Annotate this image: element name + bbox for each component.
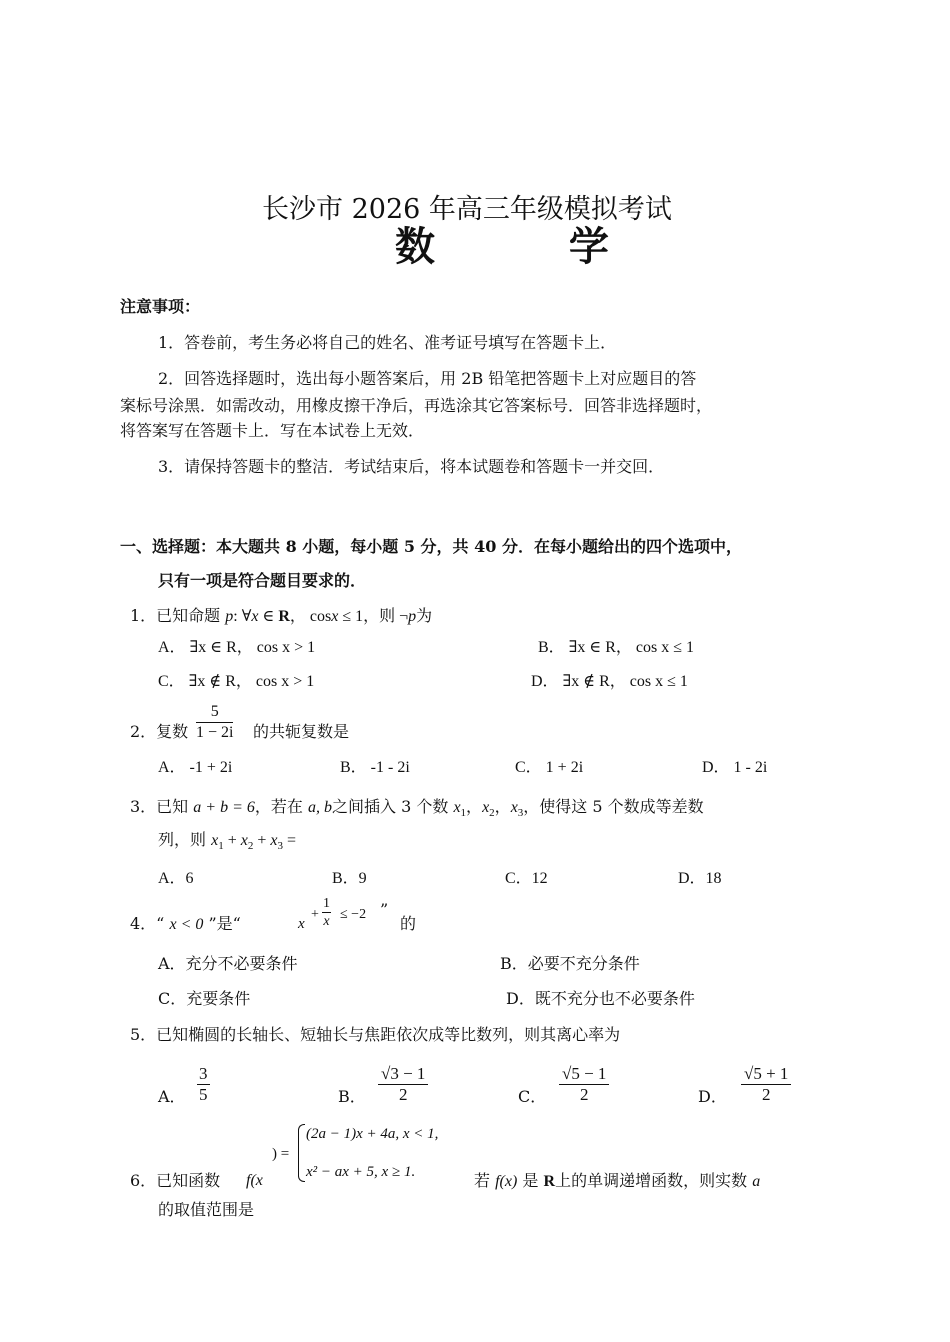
q2-stem-b: 的共轭复数是 [253,722,350,741]
q2-stem-a: 2．复数 [130,722,189,741]
q3-option-b: B．9 [332,870,367,887]
q6-var-a: a [752,1173,761,1190]
q3-x1: x [453,799,461,816]
q4-cond2-x: x [298,916,305,932]
q4-stem-end: 的 [400,914,417,933]
q4-cond2-fraction [322,896,331,930]
q3-plus-2: + [253,832,271,849]
q6-case-1: (2a − 1)x + 4a, x < 1, [306,1126,439,1142]
q6-fx2: f(x) [495,1173,518,1190]
q1-var-p: p [225,608,234,625]
q3-x3: x [510,799,518,816]
q1-var-p2: p [408,608,417,625]
q3-sum-x3: x [270,832,278,849]
q5-option-b-fraction [378,1064,428,1105]
q5-b-num: √3 − 1 [378,1064,428,1085]
q1-set-R: R [278,608,290,625]
q4-condition-1: x < 0 [169,916,204,933]
q3-sum-sub-2: 2 [247,840,254,853]
q6-fx: f(x [246,1172,263,1189]
q3-sub-2: 2 [489,807,495,820]
q3-text-e: 之间插入 3 个数 [331,797,449,816]
q2-numerator: 5 [196,702,233,723]
q3-sub-3: 3 [517,807,524,820]
q1-stem-text: 1．已知命题 [130,606,221,625]
q2-option-c: C． 1 + 2i [515,759,584,776]
q1-in: ∈ [258,608,279,625]
q1-option-c: C． ∃x ∉ R， cos x > 1 [158,673,315,690]
notice-item-2-line-3: 将答案写在答题卡上．写在本试卷上无效． [120,421,425,440]
q4-quote-mid: ”是“ [208,914,241,933]
q3-sum-x1: x [211,832,219,849]
q4-option-a: A．充分不必要条件 [158,954,298,973]
q6-stem-line-1 [474,1171,760,1192]
q4-option-b: B．必要不充分条件 [500,954,640,973]
subject-title: 数 学 [395,223,669,270]
q5-c-den: 2 [579,1085,589,1104]
section-1-heading-line-2: 只有一项是符合题目要求的． [158,571,367,590]
q6-stem-a: 6．已知函数 [130,1171,221,1190]
q1-option-d: D． ∃x ∉ R， cos x ≤ 1 [531,673,688,690]
q6-text-mono: 上的单调递增函数，则实数 [555,1171,748,1190]
q3-text-c: ，若在 [254,797,303,816]
q5-a-num: 3 [199,1064,208,1083]
q3-sub-1: 1 [460,807,467,820]
q5-d-den: 2 [761,1085,771,1104]
q3-sum-sub-3: 3 [277,840,283,853]
q2-fraction [196,702,233,743]
q3-option-d: D．18 [678,870,722,887]
q3-x2: x [482,799,490,816]
q3-expr-ab: a, b [307,799,332,816]
q2-option-d: D． 1 - 2i [702,759,768,776]
section-1-heading-line-1: 一、选择题：本大题共 8 小题，每小题 5 分，共 40 分．在每小题给出的四个选项中， [120,537,742,556]
q1-le-not: ≤ 1，则 ¬ [338,608,409,625]
q3-option-c: C．12 [505,870,548,887]
q3-sum-x2: x [240,832,248,849]
q4-quote-open: 4．“ [130,914,165,933]
q6-case-2: x² − ax + 5, x ≥ 1. [306,1164,416,1180]
q2-denominator: 1 − 2i [196,724,234,741]
q3-comma-1: ， [466,797,483,816]
q2-option-b: B． -1 - 2i [340,759,410,776]
q3-text-line2: 列，则 [158,830,207,849]
q4-frac-num: 1 [323,896,330,911]
q6-set-R: R [543,1173,556,1190]
q3-text-a: 3．已知 [130,797,189,816]
q5-option-c-label: C． [518,1087,547,1106]
q1-cos: ， cos [289,608,332,625]
q4-cond2-le: ≤ −2 [340,907,367,922]
q5-option-d-label: D． [698,1087,727,1106]
q5-c-num: √5 − 1 [559,1064,609,1085]
q1-var-x: x [251,608,259,625]
q4-cond2-plus: + [311,907,319,922]
q1-stem-end: 为 [416,606,433,625]
notice-item-1: 1．答卷前，考生务必将自己的姓名、准考证号填写在答题卡上． [158,333,617,352]
q6-text-if: 若 [474,1171,491,1190]
q3-equals: = [283,832,297,849]
notice-item-2-line-2: 案标号涂黑．如需改动，用橡皮擦干净后，再选涂其它答案标号．回答非选择题时， [120,396,713,415]
q5-b-den: 2 [398,1085,408,1104]
q3-text-f: ，使得这 5 个数成等差数 [523,797,704,816]
q3-option-a: A．6 [158,870,194,887]
q4-option-c: C．充要条件 [158,989,251,1008]
q1-var-x2: x [331,608,339,625]
q6-paren-eq: ) = [272,1146,290,1162]
q3-stem-line-2 [158,830,296,856]
q3-stem-line-1 [130,797,704,823]
q6-text-is: 是 [522,1171,539,1190]
q1-option-a: A． ∃x ∈ R， cos x > 1 [158,639,316,656]
q4-stem-a [130,914,241,935]
q4-frac-den: x [323,914,330,929]
q4-option-d: D．既不充分也不必要条件 [506,989,695,1008]
exam-title: 长沙市 2026 年高三年级模拟考试 [262,194,672,225]
notice-heading: 注意事项： [120,297,201,316]
q3-plus-1: + [223,832,241,849]
q5-option-c-fraction [559,1064,609,1105]
notice-item-2-line-1: 2．回答选择题时，选出每小题答案后，用 2B 铅笔把答题卡上对应题目的答 [158,369,697,388]
q3-sum-sub-1: 1 [218,840,224,853]
q6-brace [298,1124,305,1182]
q5-option-d-fraction [741,1064,791,1105]
q4-quote-close: ” [380,900,389,919]
q5-option-b-label: B． [338,1087,366,1106]
q5-d-num: √5 + 1 [741,1064,791,1085]
q5-option-a-fraction [197,1064,210,1105]
notice-item-3: 3．请保持答题卡的整洁．考试结束后，将本试题卷和答题卡一并交回． [158,457,665,476]
q1-forall: : ∀ [233,608,252,625]
q5-option-a-label: A． [158,1087,186,1106]
q3-expr-sum: a + b = 6 [193,799,255,816]
q2-option-a: A． -1 + 2i [158,759,233,776]
q3-comma-2: ， [494,797,511,816]
question-1-stem [130,606,432,627]
q5-a-den: 5 [199,1085,208,1104]
q5-stem: 5．已知椭圆的长轴长、短轴长与焦距依次成等比数列，则其离心率为 [130,1025,621,1044]
q6-stem-line-2: 的取值范围是 [158,1200,255,1219]
q1-option-b: B． ∃x ∈ R， cos x ≤ 1 [538,639,694,656]
